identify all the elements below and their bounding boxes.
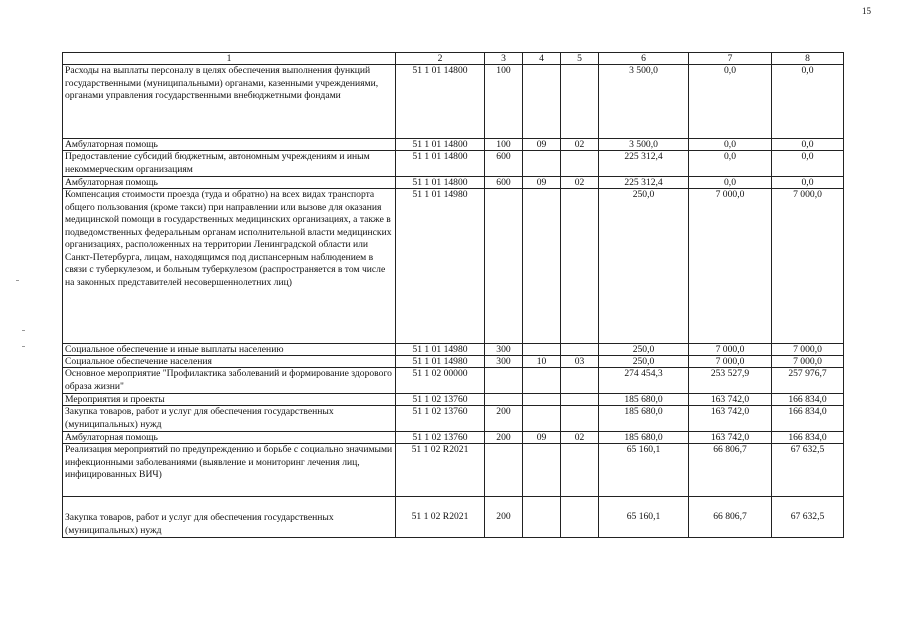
row-col4 <box>523 394 561 406</box>
row-code: 51 1 02 13760 <box>396 406 485 432</box>
row-col7: 163 742,0 <box>689 432 772 444</box>
row-col3: 300 <box>485 344 523 356</box>
row-col8: 67 632,5 <box>772 497 844 538</box>
row-col7: 163 742,0 <box>689 406 772 432</box>
row-col8: 166 834,0 <box>772 432 844 444</box>
row-code: 51 1 02 13760 <box>396 394 485 406</box>
row-code: 51 1 01 14800 <box>396 151 485 177</box>
row-col8: 0,0 <box>772 177 844 189</box>
row-col4 <box>523 65 561 139</box>
row-col4: 09 <box>523 432 561 444</box>
row-col3: 600 <box>485 151 523 177</box>
row-col5 <box>561 344 599 356</box>
budget-table <box>62 52 844 538</box>
row-col3 <box>485 368 523 394</box>
row-col6: 250,0 <box>599 189 689 344</box>
table-row <box>63 444 844 497</box>
table-row <box>63 189 844 344</box>
row-col8: 7 000,0 <box>772 356 844 368</box>
row-col4 <box>523 189 561 344</box>
row-col8: 166 834,0 <box>772 406 844 432</box>
row-code: 51 1 01 14800 <box>396 65 485 139</box>
row-col8: 0,0 <box>772 139 844 151</box>
row-col3: 100 <box>485 139 523 151</box>
header-cell: 6 <box>599 53 689 65</box>
row-col7: 0,0 <box>689 177 772 189</box>
row-col4 <box>523 151 561 177</box>
row-name: Мероприятия и проекты <box>63 394 396 406</box>
scan-mark <box>16 280 19 281</box>
row-name: Закупка товаров, работ и услуг для обеспечения государственных (муниципальных) нужд <box>63 406 396 432</box>
row-col3 <box>485 394 523 406</box>
row-name: Амбулаторная помощь <box>63 432 396 444</box>
row-col3: 200 <box>485 432 523 444</box>
row-col8: 0,0 <box>772 151 844 177</box>
row-code: 51 1 02 13760 <box>396 432 485 444</box>
row-col4: 09 <box>523 177 561 189</box>
row-code: 51 1 02 R2021 <box>396 444 485 497</box>
row-col8: 0,0 <box>772 65 844 139</box>
scan-mark <box>22 346 25 347</box>
row-col6: 225 312,4 <box>599 151 689 177</box>
row-name: Амбулаторная помощь <box>63 177 396 189</box>
row-col7: 66 806,7 <box>689 497 772 538</box>
row-col8: 166 834,0 <box>772 394 844 406</box>
table-row <box>63 344 844 356</box>
row-col5 <box>561 65 599 139</box>
row-col7: 0,0 <box>689 65 772 139</box>
table-header-row <box>63 53 844 65</box>
row-col6: 274 454,3 <box>599 368 689 394</box>
table-row <box>63 497 844 538</box>
row-name: Предоставление субсидий бюджетным, автономным учреждениям и иным некоммерческим организациям <box>63 151 396 177</box>
table-row <box>63 177 844 189</box>
row-col3 <box>485 444 523 497</box>
row-name: Амбулаторная помощь <box>63 139 396 151</box>
row-col6: 65 160,1 <box>599 444 689 497</box>
row-col6: 225 312,4 <box>599 177 689 189</box>
row-col8: 7 000,0 <box>772 189 844 344</box>
header-cell: 3 <box>485 53 523 65</box>
table-row <box>63 139 844 151</box>
row-col7: 163 742,0 <box>689 394 772 406</box>
row-col4: 10 <box>523 356 561 368</box>
row-col6: 3 500,0 <box>599 139 689 151</box>
row-col8: 257 976,7 <box>772 368 844 394</box>
row-col5 <box>561 444 599 497</box>
row-col5 <box>561 368 599 394</box>
header-cell: 2 <box>396 53 485 65</box>
row-col5: 02 <box>561 177 599 189</box>
table-row <box>63 65 844 139</box>
row-code: 51 1 01 14980 <box>396 189 485 344</box>
row-col7: 7 000,0 <box>689 356 772 368</box>
row-col6: 250,0 <box>599 356 689 368</box>
row-name: Компенсация стоимости проезда (туда и обратно) на всех видах транспорта общего пользования (кроме такси) при направлении или вызове для оказания медицинской помощи в государственных медицинских организациях, а также в подведомственных федеральным органам исполнительной власти медицинских организациях, расположенных на территории Ленинградской области или Санкт-Петербурга, лицам, находящимся под диспансерным наблюдением в связи с туберкулезом, и больным туберкулезом (распространяется в том числе на законных представителей несовершеннолетних лиц) <box>63 189 396 344</box>
row-col5 <box>561 151 599 177</box>
row-col3: 100 <box>485 65 523 139</box>
row-col7: 7 000,0 <box>689 344 772 356</box>
row-col8: 67 632,5 <box>772 444 844 497</box>
row-col7: 253 527,9 <box>689 368 772 394</box>
header-cell: 5 <box>561 53 599 65</box>
table-row <box>63 356 844 368</box>
row-col5 <box>561 406 599 432</box>
row-code: 51 1 01 14800 <box>396 177 485 189</box>
row-col6: 3 500,0 <box>599 65 689 139</box>
row-col5: 02 <box>561 139 599 151</box>
header-cell: 4 <box>523 53 561 65</box>
row-code: 51 1 01 14800 <box>396 139 485 151</box>
row-col3: 600 <box>485 177 523 189</box>
row-col3 <box>485 189 523 344</box>
header-cell: 8 <box>772 53 844 65</box>
row-col7: 0,0 <box>689 139 772 151</box>
row-col6: 185 680,0 <box>599 432 689 444</box>
row-col3: 200 <box>485 406 523 432</box>
row-col3: 300 <box>485 356 523 368</box>
page-number: 15 <box>862 6 871 16</box>
row-col4 <box>523 344 561 356</box>
row-col4: 09 <box>523 139 561 151</box>
row-code: 51 1 01 14980 <box>396 356 485 368</box>
row-col6: 185 680,0 <box>599 406 689 432</box>
row-col5 <box>561 189 599 344</box>
row-name: Закупка товаров, работ и услуг для обеспечения государственных (муниципальных) нужд <box>63 497 396 538</box>
row-code: 51 1 02 R2021 <box>396 497 485 538</box>
table-row <box>63 151 844 177</box>
row-col6: 185 680,0 <box>599 394 689 406</box>
row-name: Социальное обеспечение и иные выплаты населению <box>63 344 396 356</box>
row-name: Социальное обеспечение населения <box>63 356 396 368</box>
row-name: Расходы на выплаты персоналу в целях обеспечения выполнения функций государственными (муниципальными) органами, казенными учреждениями, органами управления государственными внебюджетными фондами <box>63 65 396 139</box>
header-cell: 7 <box>689 53 772 65</box>
table-row <box>63 394 844 406</box>
row-col7: 7 000,0 <box>689 189 772 344</box>
row-col5: 03 <box>561 356 599 368</box>
row-col4 <box>523 368 561 394</box>
table-row <box>63 368 844 394</box>
row-code: 51 1 01 14980 <box>396 344 485 356</box>
row-name: Реализация мероприятий по предупреждению и борьбе с социально значимыми инфекционными заболеваниями (выявление и мониторинг лечения лиц, инфицированных ВИЧ) <box>63 444 396 497</box>
row-col8: 7 000,0 <box>772 344 844 356</box>
row-col6: 65 160,1 <box>599 497 689 538</box>
row-col5 <box>561 497 599 538</box>
row-col5 <box>561 394 599 406</box>
table-row <box>63 432 844 444</box>
row-col3: 200 <box>485 497 523 538</box>
row-col5: 02 <box>561 432 599 444</box>
row-col7: 66 806,7 <box>689 444 772 497</box>
scan-mark <box>22 330 25 331</box>
row-code: 51 1 02 00000 <box>396 368 485 394</box>
row-col6: 250,0 <box>599 344 689 356</box>
row-col7: 0,0 <box>689 151 772 177</box>
table-row <box>63 406 844 432</box>
row-col4 <box>523 444 561 497</box>
row-col4 <box>523 497 561 538</box>
row-name: Основное мероприятие "Профилактика заболеваний и формирование здорового образа жизни" <box>63 368 396 394</box>
row-col4 <box>523 406 561 432</box>
header-cell: 1 <box>63 53 396 65</box>
